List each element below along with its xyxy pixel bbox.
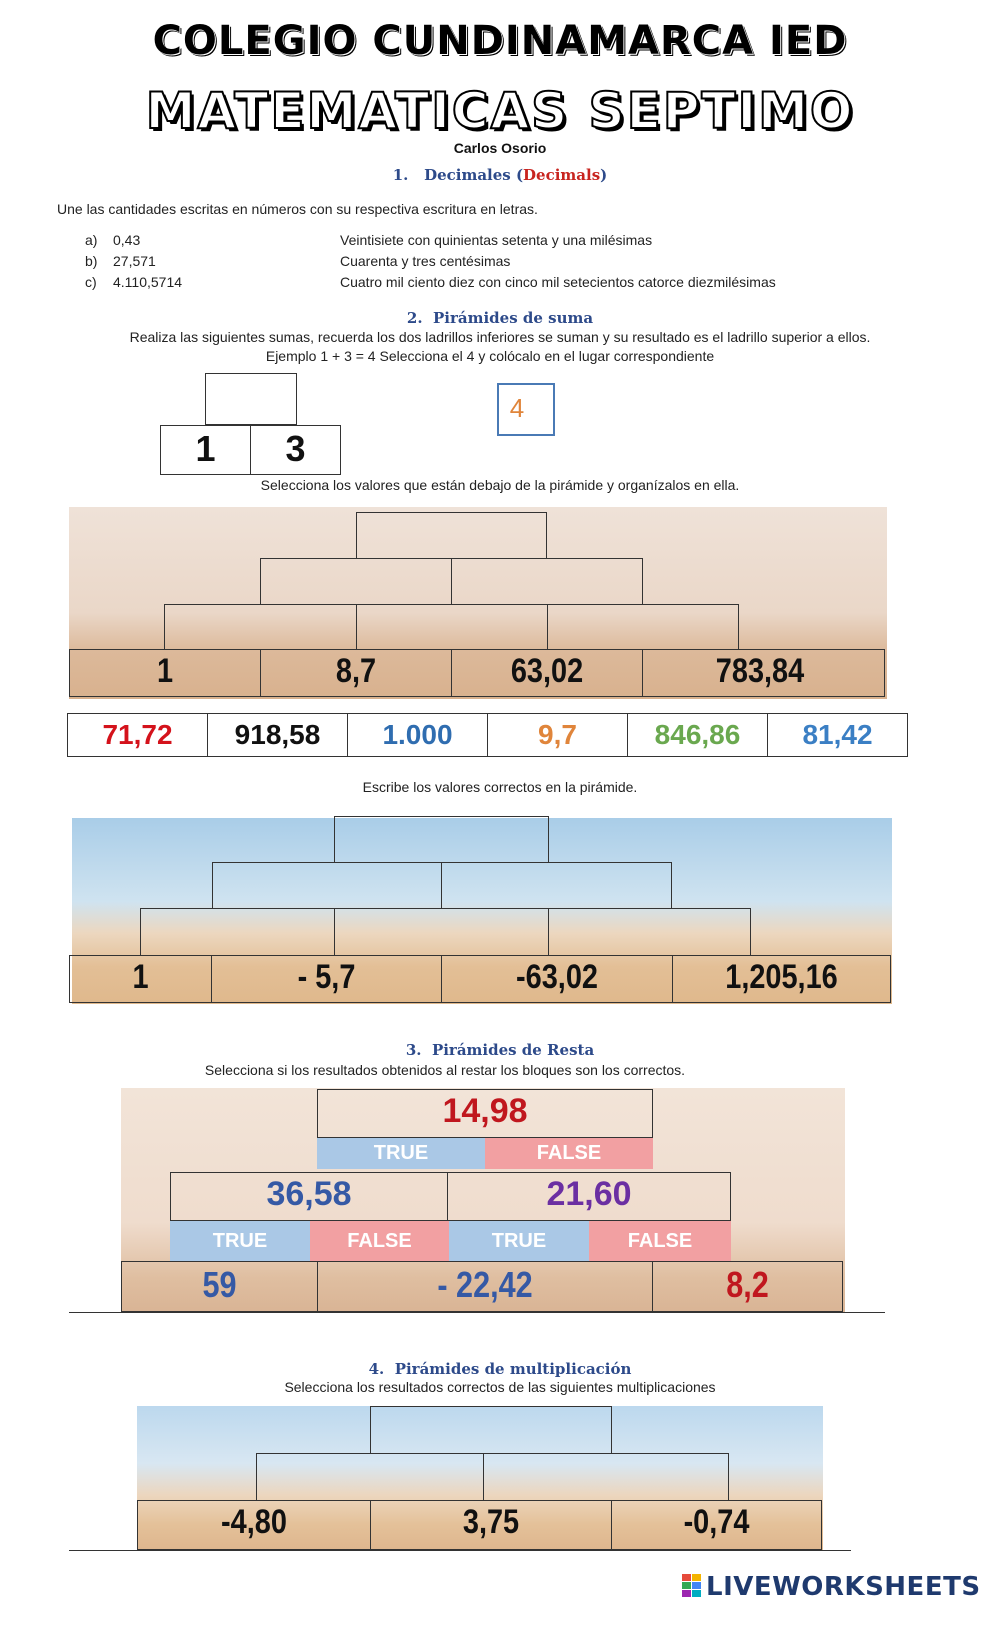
pyramid3-base-value-2: - 22,42 <box>437 1264 533 1305</box>
pyramid4-base-2-value: 3,75 <box>462 1503 520 1541</box>
pyramid2-mid-slot-1[interactable] <box>212 862 442 909</box>
row-b-number[interactable]: 27,571 <box>113 253 156 269</box>
section4-heading <box>0 1360 1000 1378</box>
pyramid1-base-2-value: 8,7 <box>335 652 377 690</box>
section3-heading <box>0 1041 1000 1059</box>
pyramid4-top-slot[interactable] <box>370 1406 612 1454</box>
pyramid1-row3-slot-1[interactable] <box>164 604 357 650</box>
pyramid2-top-slot[interactable] <box>334 816 549 863</box>
pyramid1-base-1-value: 1 <box>156 652 174 690</box>
pyramid3-top-true-button[interactable]: TRUE <box>317 1138 485 1169</box>
example-answer[interactable]: 4 <box>509 393 525 423</box>
section2-heading <box>0 309 1000 327</box>
section3-title: Pirámides de Resta <box>431 1041 595 1059</box>
pyramid3-mid1-false-button[interactable]: FALSE <box>310 1221 449 1261</box>
pyramid4-mid-slot-1[interactable] <box>256 1453 484 1501</box>
pyramid3-base-value-1: 59 <box>202 1264 237 1305</box>
pyramid2-mid-slot-2[interactable] <box>441 862 672 909</box>
section1-title-a: Decimales ( <box>424 166 524 184</box>
section1-heading <box>0 166 1000 184</box>
row-a-number[interactable]: 0,43 <box>113 232 141 248</box>
section2-title: Pirámides de suma <box>433 309 594 327</box>
section2-example: Ejemplo 1 + 3 = 4 Selecciona el 4 y colócalo en el lugar correspondiente <box>265 348 715 364</box>
pyramid3-baseline <box>69 1312 885 1313</box>
section3-instruction: Selecciona si los resultados obtenidos al restar los bloques son los correctos. <box>204 1062 686 1078</box>
row-c-number[interactable]: 4.110,5714 <box>113 274 183 290</box>
row-b-letter: b) <box>85 253 98 269</box>
section1-title-c: ) <box>600 166 608 184</box>
author: Carlos Osorio <box>453 140 547 156</box>
section2-instruction2: Selecciona los valores que están debajo de la pirámide y organízalos en ella. <box>260 477 740 493</box>
pyramid4-baseline <box>69 1550 851 1551</box>
option-2-label[interactable]: 918,58 <box>234 719 321 750</box>
pyramid2-row3-slot-3[interactable] <box>548 908 751 956</box>
example-right-value: 3 <box>285 428 306 469</box>
pyramid2-row3-slot-2[interactable] <box>334 908 549 956</box>
section1-instruction: Une las cantidades escritas en números con su respectiva escritura en letras. <box>57 201 538 217</box>
pyramid3-top-value: 14,98 <box>442 1092 528 1130</box>
option-5-label[interactable]: 846,86 <box>654 719 741 750</box>
pyramid2-base-3-value: -63,02 <box>516 958 598 996</box>
row-c-words[interactable]: Cuatro mil ciento diez con cinco mil setecientos catorce diezmilésimas <box>340 274 776 290</box>
option-4-label[interactable]: 9,7 <box>538 719 577 750</box>
pyramid2-base-4-value: 1,205,16 <box>725 958 838 996</box>
pyramid3-mid2-false-button[interactable]: FALSE <box>589 1221 731 1261</box>
option-3-label[interactable]: 1.000 <box>382 719 453 750</box>
liveworksheets-logo-icon <box>682 1574 702 1598</box>
section1-number: 1. <box>392 166 409 184</box>
pyramid1-row3-slot-2[interactable] <box>356 604 548 650</box>
school-title: COLEGIO CUNDINAMARCA IED <box>152 18 848 64</box>
pyramid3-mid-value-2: 21,60 <box>546 1175 632 1213</box>
section2-number: 2. <box>406 309 423 327</box>
pyramid1-row3-slot-3[interactable] <box>547 604 739 650</box>
pyramid2-row3-slot-1[interactable] <box>140 908 335 956</box>
pyramid4-mid-slot-2[interactable] <box>483 1453 729 1501</box>
subject-title: MATEMATICAS SEPTIMO <box>145 82 855 140</box>
liveworksheets-brand[interactable]: LIVEWORKSHEETS <box>706 1572 981 1602</box>
pyramid1-base-4-value: 783,84 <box>715 652 805 690</box>
section3-number: 3. <box>405 1041 422 1059</box>
pyramid3-mid-value-1: 36,58 <box>266 1175 352 1213</box>
pyramid1-top-slot[interactable] <box>356 512 547 559</box>
pyramid1-base-3-value: 63,02 <box>510 652 584 690</box>
row-a-letter: a) <box>85 232 98 248</box>
pyramid3-top-false-button[interactable]: FALSE <box>485 1138 653 1169</box>
pyramid3-base-value-3: 8,2 <box>726 1264 769 1305</box>
pyramid4-base-3-value: -0,74 <box>683 1503 750 1541</box>
pyramid3-mid1-true-button[interactable]: TRUE <box>170 1221 310 1261</box>
section2-instruction: Realiza las siguientes sumas, recuerda los dos ladrillos inferiores se suman y su resultado es el ladrillo superior a ellos. <box>129 329 871 345</box>
pyramid3-mid2-true-button[interactable]: TRUE <box>449 1221 589 1261</box>
section2-instruction3: Escribe los valores correctos en la pirámide. <box>362 779 638 795</box>
option-6-label[interactable]: 81,42 <box>802 719 873 750</box>
pyramid2-base-2-value: - 5,7 <box>297 958 356 996</box>
section1-title-b: Decimals <box>523 166 601 184</box>
row-a-words[interactable]: Veintisiete con quinientas setenta y una milésimas <box>340 232 653 248</box>
row-c-letter: c) <box>85 274 97 290</box>
pyramid1-mid-slot-1[interactable] <box>260 558 452 605</box>
example-left-value: 1 <box>195 428 216 469</box>
section4-instruction: Selecciona los resultados correctos de las siguientes multiplicaciones <box>284 1379 716 1395</box>
pyramid1-mid-slot-2[interactable] <box>451 558 643 605</box>
example-top-brick <box>205 373 297 425</box>
pyramid2-base-1-value: 1 <box>132 958 149 996</box>
option-1-label[interactable]: 71,72 <box>102 719 173 750</box>
pyramid4-base-1-value: -4,80 <box>221 1503 287 1541</box>
section4-number: 4. <box>368 1360 385 1378</box>
section4-title: Pirámides de multiplicación <box>394 1360 632 1378</box>
row-b-words[interactable]: Cuarenta y tres centésimas <box>340 253 511 269</box>
